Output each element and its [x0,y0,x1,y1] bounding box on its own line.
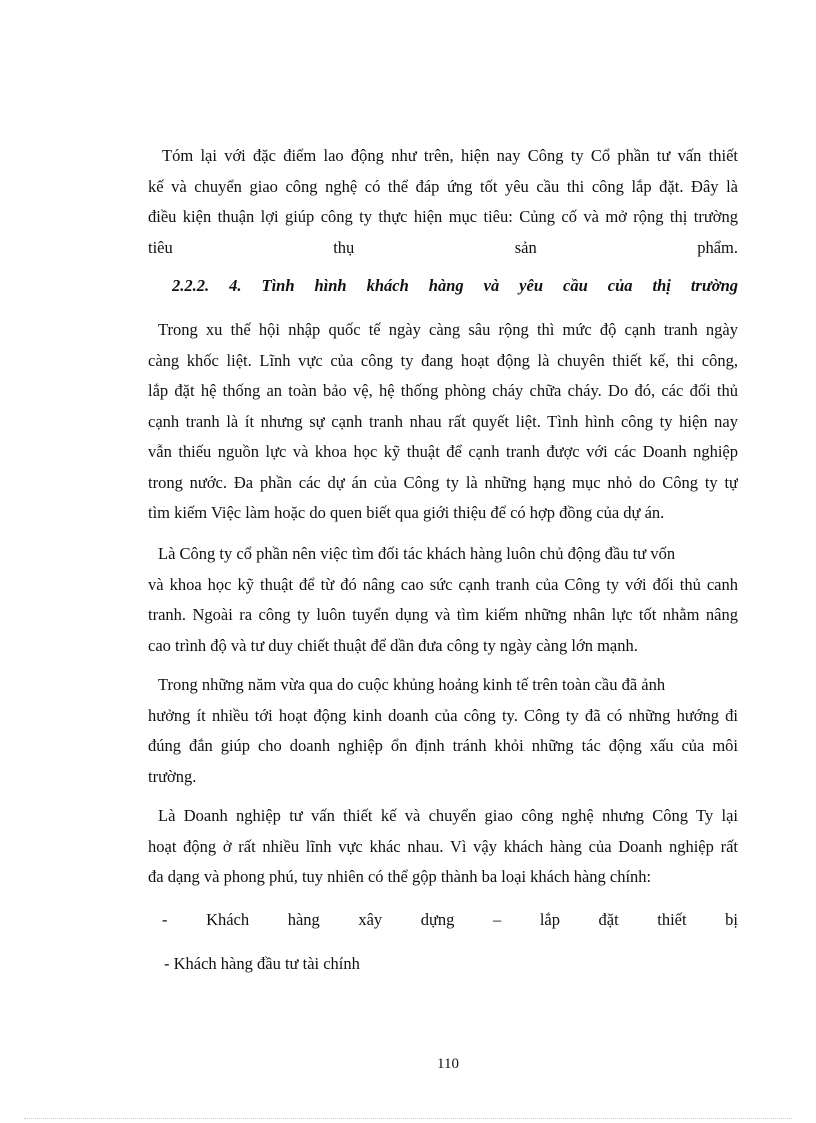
paragraph-line: Trong xu thế hội nhập quốc tế ngày càng sâu rộng thì mức độ cạnh tranh ngày [158,320,738,339]
page-bottom-divider [24,1118,792,1119]
paragraph-line: lắp đặt hệ thống an toàn bảo vệ, hệ thống phòng cháy chữa cháy. Do đó, các đối thủ [148,381,738,400]
paragraph-summary [148,141,738,263]
paragraph-joint-stock [148,539,738,661]
paragraph-line: đa dạng và phong phú, tuy nhiên có thể gộp thành ba loại khách hàng chính: [148,867,652,886]
paragraph-line: hưởng ít nhiều tới hoạt động kinh doanh của công ty. Công ty đã có những hướng đi [148,705,738,725]
page-number: 110 [437,1056,459,1072]
paragraph-line: càng khốc liệt. Lĩnh vực của công ty đang hoạt động là chuyên thiết kế, thi công, [148,350,738,370]
paragraph-line: trong nước. Đa phần các dự án của Công ty là những hạng mục nhỏ do Công ty tự [148,472,738,492]
bullet-finance-customers: - Khách hàng đầu tư tài chính [164,954,360,973]
paragraph-line: Là Công ty cổ phần nên việc tìm đối tác khách hàng luôn chủ động đầu tư vốn [158,544,676,563]
section-heading: 2.2.2. 4. Tình hình khách hàng và yêu cầu của thị trường [172,276,738,295]
paragraph-economic-crisis [148,670,738,792]
paragraph-line: cao trình độ và tư duy chiết thuật để dần đưa công ty ngày càng lớn mạnh. [148,635,638,655]
paragraph-line: Trong những năm vừa qua do cuộc khủng hoảng kinh tế trên toàn cầu đã ảnh [158,675,666,694]
paragraph-line: và khoa học kỹ thuật để từ đó nâng cao sức cạnh tranh của Công ty với đối thủ canh [148,574,738,594]
paragraph-line: tranh. Ngoài ra công ty luôn tuyển dụng và tìm kiếm những nhân lực tốt nhằm nâng [148,605,738,624]
paragraph-line: vẫn thiếu nguồn lực và khoa học kỹ thuật để cạnh tranh được với các Doanh nghiệp [148,442,738,461]
paragraph-line: điều kiện thuận lợi giúp công ty thực hiện mục tiêu: Củng cố và mở rộng thị trường [148,207,738,226]
paragraph-line: tiêu thụ sản phẩm. [148,237,738,257]
paragraph-customer-types [148,801,738,893]
paragraph-market-competition [148,315,738,529]
paragraph-line: Là Doanh nghiệp tư vấn thiết kế và chuyển giao công nghệ nhưng Công Ty lại [158,806,738,825]
paragraph-line: kế và chuyển giao công nghệ có thể đáp ứng tốt yêu cầu thi công lắp đặt. Đây là [148,176,738,196]
paragraph-line: hoạt động ở rất nhiều lĩnh vực khác nhau. Vì vậy khách hàng của Doanh nghiệp rất [148,836,738,856]
paragraph-line: cạnh tranh là ít nhưng sự cạnh tranh nhau rất quyết liệt. Tình hình công ty hiện nay [148,411,738,431]
bullet-construction-customers: - Khách hàng xây dựng – lắp đặt thiết bị [162,910,738,929]
paragraph-line: trường. [148,766,197,786]
paragraph-line: Tóm lại với đặc điểm lao động như trên, hiện nay Công ty Cổ phần tư vấn thiết [162,146,738,165]
paragraph-line: đúng đắn giúp cho doanh nghiệp ổn định tránh khỏi những tác động xấu của môi [148,736,738,755]
paragraph-line: tìm kiếm Việc làm hoặc do quen biết qua giới thiệu để có hợp đồng của dự án. [148,503,665,522]
